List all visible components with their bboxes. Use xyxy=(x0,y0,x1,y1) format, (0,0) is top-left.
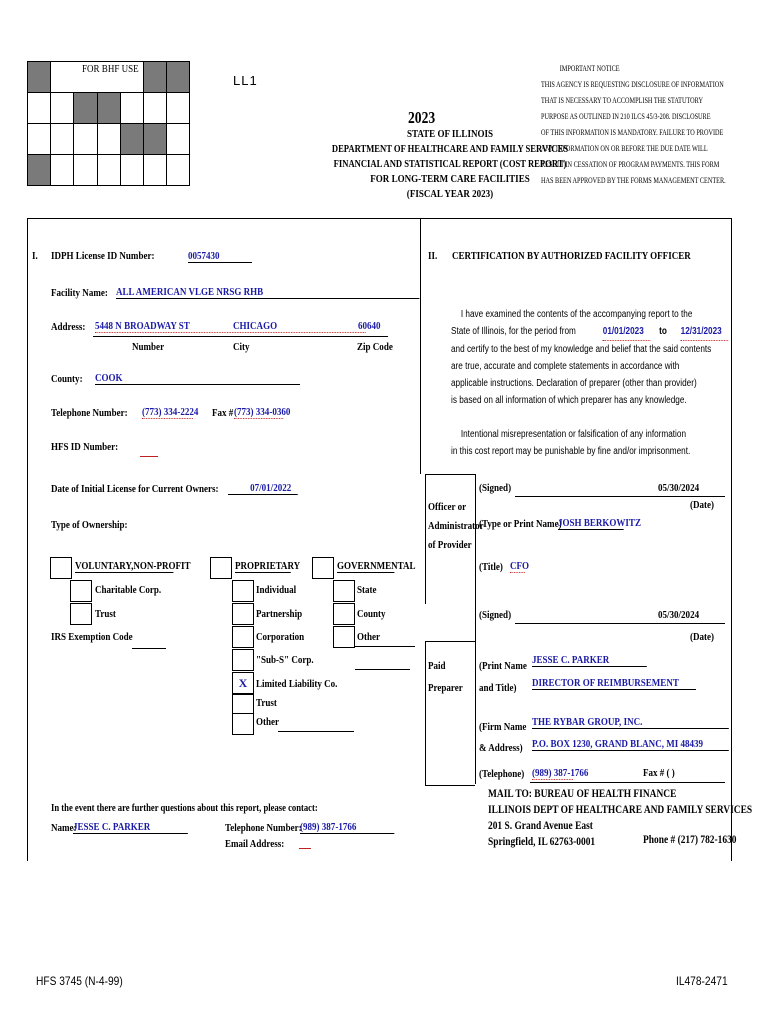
other-underline xyxy=(278,731,354,732)
signed-date[interactable]: 05/30/2024 xyxy=(658,482,700,494)
officer-box-left xyxy=(425,474,426,604)
officer-name-field[interactable]: JOSH BERKOWITZ xyxy=(558,517,641,529)
notice-line: THIS AGENCY IS REQUESTING DISCLOSURE OF INFORMATION xyxy=(541,80,724,89)
hfs-id-label: HFS ID Number: xyxy=(51,441,119,453)
firm-line: (Firm Name xyxy=(479,721,527,733)
fax-label: Fax # xyxy=(212,407,234,419)
voluntary-checkbox[interactable] xyxy=(50,557,72,579)
preparer-box-bottom xyxy=(425,785,475,786)
officer-box-top xyxy=(425,474,475,475)
period-from-field[interactable]: 01/01/2023 xyxy=(603,323,651,341)
city-field[interactable]: CHICAGO xyxy=(233,320,278,332)
state-checkbox[interactable] xyxy=(333,580,355,602)
partnership-label: Partnership xyxy=(256,608,303,620)
section-1-number: I. xyxy=(32,250,38,262)
preparer-box-top xyxy=(425,641,475,642)
notice-line: ANY INFORMATION ON OR BEFORE THE DUE DATE WILL xyxy=(541,144,708,153)
signed-label: (Signed) xyxy=(479,482,512,494)
cert-line: is based on all information of which preparer has any knowledge. xyxy=(451,395,687,406)
zip-caption: Zip Code xyxy=(357,341,393,353)
notice-line: HAS BEEN APPROVED BY THE FORMS MANAGEMENT CENTER. xyxy=(541,176,726,185)
questions-text: In the event there are further questions about this report, please contact: xyxy=(51,803,318,814)
county-gov-label: County xyxy=(357,608,386,620)
init-date-label: Date of Initial License for Current Owners: xyxy=(51,483,219,495)
state-label: State xyxy=(357,584,377,596)
type-print-label: (Type or Print Name) xyxy=(479,518,562,530)
license-label: IDPH License ID Number: xyxy=(51,250,155,262)
address-label: Address: xyxy=(51,321,86,333)
paid-line: Paid xyxy=(428,660,446,672)
paid-preparer-label xyxy=(428,655,463,699)
print-name-line: (Print Name xyxy=(479,660,527,672)
contact-email-field[interactable] xyxy=(299,848,311,849)
trust2-label: Trust xyxy=(256,697,277,709)
trust-checkbox[interactable] xyxy=(70,603,92,625)
cert-line: State of Illinois, for the period from xyxy=(451,326,576,337)
header-line-1: STATE OF ILLINOIS xyxy=(406,128,494,140)
firm-address-field[interactable]: P.O. BOX 1230, GRAND BLANC, MI 48439 xyxy=(532,738,729,751)
important-notice xyxy=(541,61,726,189)
header-line-4: FOR LONG-TERM CARE FACILITIES xyxy=(370,173,530,185)
partnership-checkbox[interactable] xyxy=(232,603,254,625)
print-name-line: and Title) xyxy=(479,682,517,694)
city-caption: City xyxy=(233,341,250,353)
proprietary-label: PROPRIETARY xyxy=(235,560,301,572)
header-line-5: (FISCAL YEAR 2023) xyxy=(406,188,494,200)
form-code: LL1 xyxy=(233,73,258,88)
form-id: IL478-2471 xyxy=(676,974,728,988)
proprietary-checkbox[interactable] xyxy=(210,557,232,579)
mail-line: MAIL TO: BUREAU OF HEALTH FINANCE xyxy=(488,788,677,800)
header-line-3: FINANCIAL AND STATISTICAL REPORT (COST REPORT) xyxy=(333,158,567,170)
signature-line xyxy=(515,496,725,497)
llc-label: Limited Liability Co. xyxy=(256,678,338,690)
sub-s-label: "Sub-S" Corp. xyxy=(256,654,314,666)
cert-line: and certify to the best of my knowledge and belief that the said contents xyxy=(451,344,712,355)
contact-phone-label: Telephone Number: xyxy=(225,822,302,834)
signature2-line xyxy=(515,623,725,624)
county-label: County: xyxy=(51,373,83,385)
officer-line: Administrator xyxy=(428,520,484,532)
facility-name-field[interactable]: ALL AMERICAN VLGE NRSG RHB xyxy=(116,286,419,299)
governmental-checkbox[interactable] xyxy=(312,557,334,579)
certification-title: CERTIFICATION BY AUTHORIZED FACILITY OFFICER xyxy=(452,250,691,262)
firm-line: & Address) xyxy=(479,742,523,754)
cert-warning: Intentional misrepresentation or falsification of any information xyxy=(460,429,687,440)
cert-line: are true, accurate and complete statements in accordance with xyxy=(451,361,680,372)
report-year: 2023 xyxy=(408,108,436,127)
print-name-label xyxy=(479,655,527,699)
title-label: (Title) xyxy=(479,561,503,573)
charitable-checkbox[interactable] xyxy=(70,580,92,602)
officer-label xyxy=(428,498,484,555)
county-checkbox[interactable] xyxy=(333,603,355,625)
other-gov-underline xyxy=(355,646,415,647)
other-gov-label: Other xyxy=(357,631,381,643)
other-checkbox[interactable] xyxy=(232,713,254,735)
street-field[interactable]: 5448 N BROADWAY ST xyxy=(95,320,366,333)
hfs-id-field[interactable] xyxy=(140,444,158,457)
number-caption: Number xyxy=(132,341,165,353)
firm-name-field[interactable]: THE RYBAR GROUP, INC. xyxy=(532,716,729,729)
notice-line: OF THIS INFORMATION IS MANDATORY. FAILURE TO PROVIDE xyxy=(541,128,724,137)
officer-title-field[interactable]: CFO xyxy=(510,560,530,572)
sub-s-checkbox[interactable] xyxy=(232,649,254,671)
zip-field[interactable]: 60640 xyxy=(358,320,381,332)
contact-name-label: Name: xyxy=(51,822,77,834)
to-word: to xyxy=(659,326,667,337)
section-2-number: II. xyxy=(428,250,438,262)
bureau-phone: Phone # (217) 782-1630 xyxy=(643,834,737,846)
period-to-field[interactable]: 12/31/2023 xyxy=(681,323,729,341)
ownership-label: Type of Ownership: xyxy=(51,519,128,531)
voluntary-label: VOLUNTARY,NON-PROFIT xyxy=(75,560,191,572)
contact-email-label: Email Address: xyxy=(225,838,285,850)
charitable-label: Charitable Corp. xyxy=(95,584,162,596)
bhf-use-grid xyxy=(27,61,190,186)
preparer-title-field[interactable]: DIRECTOR OF REIMBURSEMENT xyxy=(532,677,696,690)
date-caption: (Date) xyxy=(690,499,715,511)
llc-checkbox[interactable] xyxy=(232,672,254,694)
preparer-box-left xyxy=(425,641,426,786)
divider xyxy=(420,218,421,474)
address-underline xyxy=(93,336,388,337)
mail-line: ILLINOIS DEPT OF HEALTHCARE AND FAMILY SERVICES xyxy=(488,804,753,816)
signed2-label: (Signed) xyxy=(479,609,512,621)
contact-phone-field[interactable]: (989) 387-1766 xyxy=(300,821,394,834)
preparer-tel-label: (Telephone) xyxy=(479,768,525,780)
date2-caption: (Date) xyxy=(690,631,715,643)
facility-name-label: Facility Name: xyxy=(51,287,108,299)
governmental-label: GOVERNMENTAL xyxy=(337,560,416,572)
form-number: HFS 3745 (N-4-99) xyxy=(36,974,123,988)
notice-line: PURPOSE AS OUTLINED IN 210 ILCS 45/3-208. DISCLOSURE xyxy=(541,112,711,121)
phone-field[interactable]: (773) 334-2224 xyxy=(142,406,199,418)
preparer-name-field[interactable]: JESSE C. PARKER xyxy=(532,654,647,667)
init-date-field[interactable]: 07/01/2022 xyxy=(228,482,298,495)
preparer-fax[interactable]: Fax # ( ) xyxy=(643,767,675,779)
subs-underline xyxy=(355,669,410,670)
signed2-date[interactable]: 05/30/2024 xyxy=(658,609,700,621)
individual-label: Individual xyxy=(256,584,297,596)
certification-text xyxy=(451,306,728,460)
officer-line: of Provider xyxy=(428,539,472,551)
cert-line: I have examined the contents of the accompanying report to the xyxy=(460,309,693,320)
corporation-checkbox[interactable] xyxy=(232,626,254,648)
phone-label: Telephone Number: xyxy=(51,407,128,419)
tel-underline xyxy=(530,782,725,783)
paid-line: Preparer xyxy=(428,682,463,694)
trust-label: Trust xyxy=(95,608,116,620)
notice-title: IMPORTANT NOTICE xyxy=(559,64,620,73)
notice-line: RESULT IN CESSATION OF PROGRAM PAYMENTS. THIS FORM xyxy=(541,160,720,169)
mail-line: 201 S. Grand Avenue East xyxy=(488,820,593,832)
other-label: Other xyxy=(256,716,280,728)
other-gov-checkbox[interactable] xyxy=(333,626,355,648)
irs-exemption-field[interactable] xyxy=(132,636,166,649)
contact-name-field[interactable]: JESSE C. PARKER xyxy=(73,821,188,834)
cert-warning: in this cost report may be punishable by fine and/or imprisonment. xyxy=(451,446,691,457)
fax-field[interactable]: (773) 334-0360 xyxy=(234,406,291,418)
notice-line: THAT IS NECESSARY TO ACCOMPLISH THE STATUTORY xyxy=(541,96,704,105)
llc-checkmark: X xyxy=(238,676,248,690)
license-field[interactable]: 0057430 xyxy=(188,250,252,263)
officer-line: Officer or xyxy=(428,501,467,513)
irs-exemption-label: IRS Exemption Code xyxy=(51,631,133,643)
cert-line: applicable instructions. Declaration of preparer (other than provider) xyxy=(451,378,697,389)
bhf-use-label: FOR BHF USE xyxy=(82,63,139,75)
corporation-label: Corporation xyxy=(256,631,305,643)
county-field[interactable]: COOK xyxy=(95,372,300,385)
header-line-2: DEPARTMENT OF HEALTHCARE AND FAMILY SERVICES xyxy=(331,143,569,155)
individual-checkbox[interactable] xyxy=(232,580,254,602)
preparer-tel-field[interactable]: (989) 387-1766 xyxy=(532,767,589,779)
mail-line: Springfield, IL 62763-0001 xyxy=(488,836,596,848)
firm-label xyxy=(479,717,526,759)
